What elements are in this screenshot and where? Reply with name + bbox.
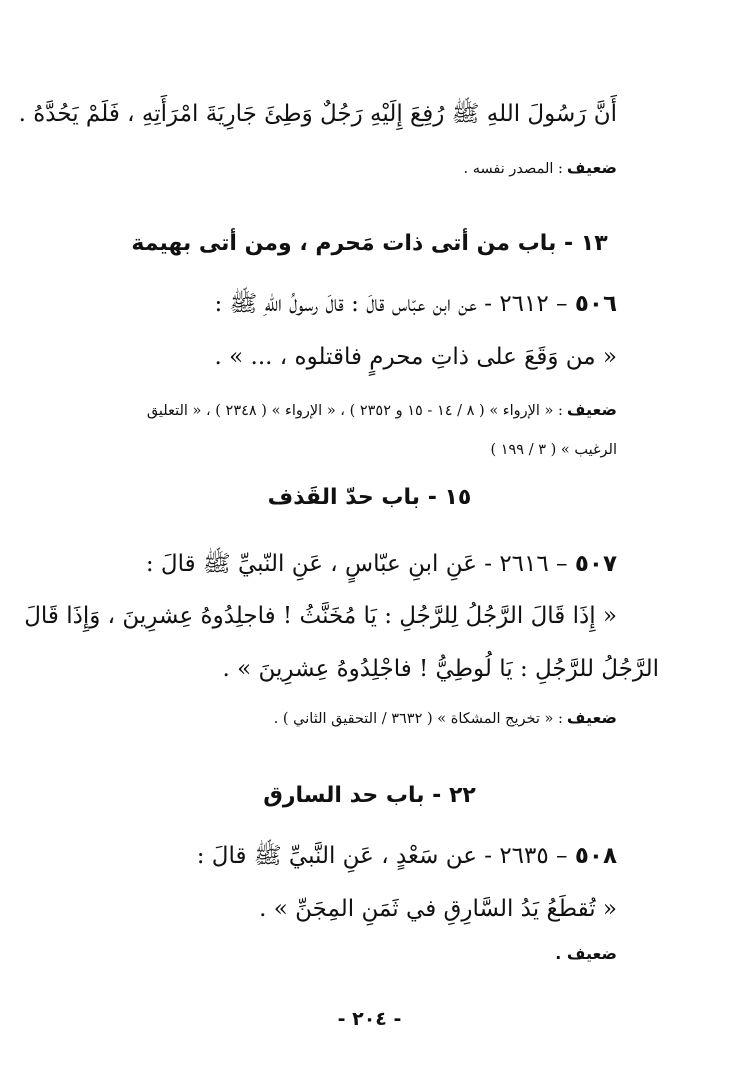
- continued-hadith-line: أَنَّ رَسُولَ اللهِ ﷺ رُفِعَ إِلَيْهِ رَجُلٌ وَطِئَ جَارِيَةَ امْرَأَتِهِ ، فَلَمْ يَحُدَّهُ .: [18, 101, 617, 127]
- hadith-grade: [40, 710, 617, 727]
- continued-grade: [40, 160, 617, 177]
- hadith-header: [40, 293, 617, 316]
- hadith-text-line: « من وَقَعَ على ذاتِ محرمٍ فاقتلوه ، ... » .: [214, 344, 617, 370]
- hadith-grade: [40, 946, 617, 963]
- hadith-header: [40, 553, 617, 576]
- grade-label: ضعيف .: [555, 944, 617, 963]
- grade-label: ضعيف: [566, 400, 617, 419]
- chapter-title: ٢٢ - باب حد السارق: [263, 783, 476, 808]
- hadith-chain: – ٢٦١٦ - عَنِ ابنِ عبّاسٍ ، عَنِ النّبيِّ ﷺ قالَ :: [145, 551, 568, 577]
- grade-label: ضعيف: [566, 708, 617, 727]
- page-number: - ٢٠٤ -: [337, 1008, 402, 1030]
- chapter-title: ١٣ - باب من أتى ذات مَحرم ، ومن أتى بهيمة: [131, 231, 608, 256]
- hadith-header: [40, 845, 617, 868]
- hadith-text-line: « تُقطَعُ يَدُ السَّارِقِ في ثَمَنِ المِجَنِّ » .: [259, 896, 617, 922]
- grade-source: : « الإرواء » ( ٨ / ١٤ - ١٥ و ٢٣٥٢ ) ، « الإرواء » ( ٢٣٤٨ ) ، « التعليق: [146, 403, 563, 419]
- hadith-text-line: الرَّجُلُ للرَّجُلِ : يَا لُوطِيُّ ! فاجْلِدُوهُ عِشرِينَ » .: [222, 656, 659, 682]
- hadith-number: ٥٠٧: [574, 551, 617, 577]
- hadith-text-line: « إِذَا قَالَ الرَّجُلُ لِلرَّجُلِ : يَا مُخَنَّثُ ! فاجلِدُوهُ عِشرِينَ ، وَإِذَا قَالَ: [24, 603, 617, 629]
- chapter-title: ١٥ - باب حدّ القَذف: [267, 485, 472, 510]
- hadith-number: ٥٠٨: [574, 843, 617, 869]
- grade-source: : « تخريج المشكاة » ( ٣٦٣٢ / التحقيق الثاني ) .: [273, 711, 563, 727]
- grade-source: : المصدر نفسه .: [463, 161, 563, 177]
- hadith-chain: – ٢٦٣٥ - عن سَعْدٍ ، عَنِ النَّبيِّ ﷺ قالَ :: [196, 843, 568, 869]
- grade-label: ضعيف: [566, 158, 617, 177]
- hadith-chain: – ٢٦١٢ - عن ابن عبّاس قالَ : قالَ رسولُ اللهِ ﷺ :: [214, 291, 568, 317]
- hadith-grade: [40, 402, 617, 419]
- hadith-number: ٥٠٦: [574, 291, 617, 317]
- grade-source-continuation: الرغيب » ( ٣ / ١٩٩ ): [490, 442, 617, 458]
